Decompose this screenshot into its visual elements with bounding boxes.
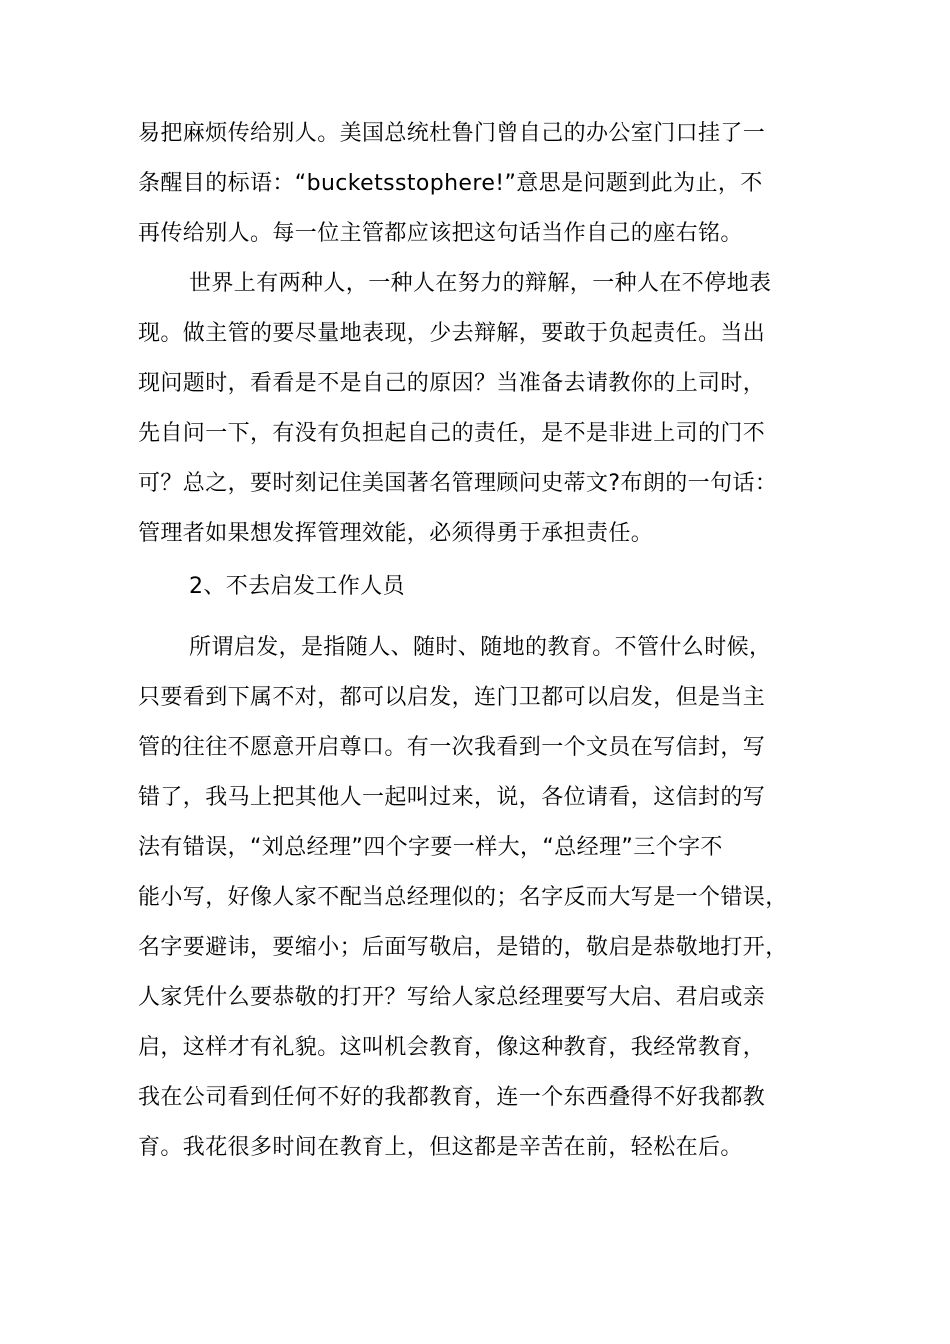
text-line-21: 育。我花很多时间在教育上，但这都是辛苦在前，轻松在后。 [138, 1135, 743, 1160]
text-line-19: 启，这样才有礼貌。这叫机会教育，像这种教育，我经常教育， [138, 1035, 766, 1060]
text-line-16: 能小写，好像人家不配当总经理似的；名字反而大写是一个错误， [138, 885, 788, 910]
paragraph-first-line: 所谓启发，是指随人、随时、随地的教育。不管什么时候， [189, 635, 772, 660]
text-line-2: 条醒目的标语：“bucketsstophere!”意思是问题到此为止，不 [138, 171, 763, 196]
text-line-14: 错了，我马上把其他人一起叫过来，说，各位请看，这信封的写 [138, 785, 766, 810]
text-line-12: 只要看到下属不对，都可以启发，连门卫都可以启发，但是当主 [138, 685, 766, 710]
text-line-13: 管的往往不愿意开启尊口。有一次我看到一个文员在写信封，写 [138, 735, 766, 760]
text-line-17: 名字要避讳，要缩小；后面写敬启，是错的，敬启是恭敬地打开， [138, 935, 788, 960]
section-heading: 2、不去启发工作人员 [189, 574, 405, 599]
paragraph-first-line: 世界上有两种人，一种人在努力的辩解，一种人在不停地表 [189, 271, 772, 296]
text-line-15: 法有错误，“刘总经理”四个字要一样大，“总经理”三个字不 [138, 835, 723, 860]
text-line-18: 人家凭什么要恭敬的打开？写给人家总经理要写大启、君启或亲 [138, 985, 766, 1010]
text-line-7: 先自问一下，有没有负担起自己的责任，是不是非进上司的门不 [138, 421, 766, 446]
text-line-3: 再传给别人。每一位主管都应该把这句话当作自己的座右铭。 [138, 221, 743, 246]
text-line-5: 现。做主管的要尽量地表现，少去辩解，要敢于负起责任。当出 [138, 321, 766, 346]
text-line-9: 管理者如果想发挥管理效能，必须得勇于承担责任。 [138, 521, 654, 546]
text-line-6: 现问题时，看看是不是自己的原因？当准备去请教你的上司时， [138, 371, 766, 396]
text-line-8: 可？总之，要时刻记住美国著名管理顾问史蒂文?布朗的一句话： [138, 471, 778, 496]
text-line-20: 我在公司看到任何不好的我都教育，连一个东西叠得不好我都教 [138, 1085, 766, 1110]
text-line-1: 易把麻烦传给别人。美国总统杜鲁门曾自己的办公室门口挂了一 [138, 121, 766, 146]
